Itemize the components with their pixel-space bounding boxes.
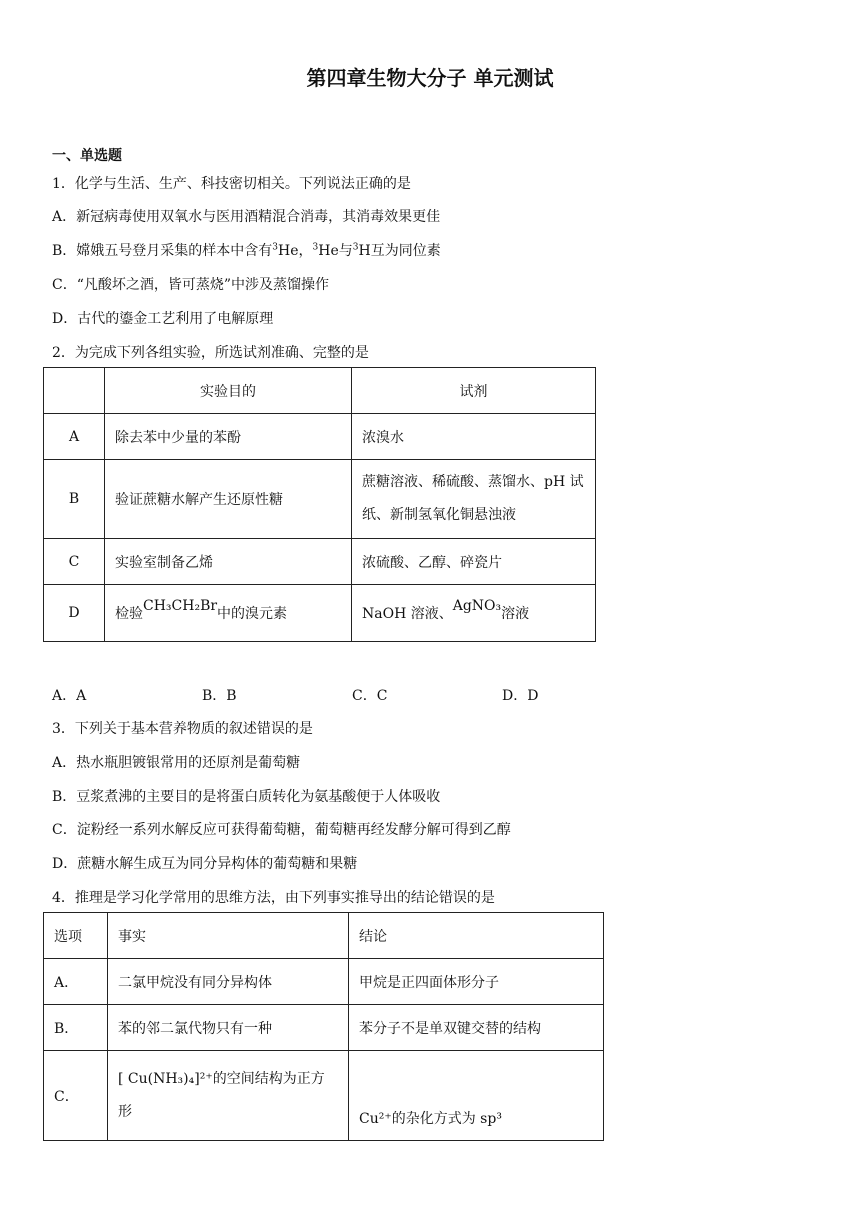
q1-option-c: C．“凡酸坏之酒，皆可蒸烧”中涉及蒸馏操作: [52, 277, 330, 293]
conjunction: 与: [338, 243, 353, 259]
q1-stem: 1．化学与生活、生产、科技密切相关。下列说法正确的是: [52, 176, 411, 192]
chemical-formula: AgNO₃: [452, 598, 502, 614]
option-cell: B．: [44, 1005, 108, 1051]
option-cell: D: [44, 585, 105, 642]
header-cell: 事实: [108, 913, 349, 959]
purpose-text: 中的溴元素: [217, 606, 288, 622]
table-row: [44, 959, 604, 1005]
table-row: [44, 1051, 604, 1141]
conclusion-cell: 苯分子不是单双键交替的结构: [349, 1005, 604, 1051]
q1-b-text: B．嫦娥五号登月采集的样本中含有: [52, 243, 273, 259]
fact-cell: 苯的邻二氯代物只有一种: [108, 1005, 349, 1051]
table-row: [44, 539, 596, 585]
purpose-cell: 除去苯中少量的苯酚: [105, 414, 352, 460]
q1-option-d: D．古代的鎏金工艺利用了电解原理: [52, 311, 274, 327]
fact-line: 形: [118, 1103, 132, 1120]
isotope-symbol: He: [318, 243, 339, 259]
q3-option-b: B．豆浆煮沸的主要目的是将蛋白质转化为氨基酸便于人体吸收: [52, 789, 441, 805]
reagent-text: 溶液: [501, 606, 530, 622]
reagent-line: 纸、新制氢氧化铜悬浊液: [362, 507, 516, 523]
option-cell: B: [44, 460, 105, 539]
option-cell: A: [44, 414, 105, 460]
choice-a: A．A: [52, 688, 87, 704]
header-cell: 选项: [44, 913, 108, 959]
reagent-text: NaOH 溶液、: [362, 606, 453, 622]
isotope-symbol: H: [358, 243, 371, 259]
fact-cell: 二氯甲烷没有同分异构体: [108, 959, 349, 1005]
q3-stem: 3．下列关于基本营养物质的叙述错误的是: [52, 721, 313, 737]
header-cell: [44, 368, 105, 414]
mass-number: 3: [312, 242, 319, 253]
table-row: [44, 414, 596, 460]
q1-option-b: [52, 240, 441, 260]
option-cell: C．: [44, 1051, 108, 1141]
table-header-row: [44, 913, 604, 959]
header-cell: 实验目的: [105, 368, 352, 414]
option-cell: A．: [44, 959, 108, 1005]
header-cell: 结论: [349, 913, 604, 959]
reagent-line: 蔗糖溶液、稀硫酸、蒸馏水、pH 试: [362, 474, 584, 490]
purpose-cell: 实验室制备乙烯: [105, 539, 352, 585]
option-cell: C: [44, 539, 105, 585]
table-row: [44, 1005, 604, 1051]
table-row: [44, 460, 596, 539]
section-heading: 一、单选题: [52, 148, 122, 164]
fact-line: [ Cu(NH₃)₄]²⁺的空间结构为正方: [118, 1070, 325, 1087]
table-header-row: [44, 368, 596, 414]
purpose-text: 检验: [115, 606, 143, 622]
conclusion-cell: Cu²⁺的杂化方式为 sp³: [349, 1051, 604, 1141]
q2-stem: 2．为完成下列各组实验，所选试剂准确、完整的是: [52, 345, 369, 361]
reagent-cell: 浓溴水: [352, 414, 596, 460]
chemical-formula: CH₃CH₂Br: [143, 598, 218, 614]
mass-number: 3: [352, 242, 359, 253]
q4-table: [43, 912, 604, 1141]
purpose-cell: 验证蔗糖水解产生还原性糖: [105, 460, 352, 539]
fact-cell: [108, 1051, 349, 1141]
choice-d: D．D: [502, 688, 539, 704]
q3-option-a: A．热水瓶胆镀银常用的还原剂是葡萄糖: [52, 755, 301, 771]
purpose-cell: [105, 585, 352, 642]
choice-c: C．C: [352, 688, 388, 704]
reagent-cell: [352, 585, 596, 642]
isotope-symbol: He: [278, 243, 299, 259]
q1-option-a: A．新冠病毒使用双氧水与医用酒精混合消毒，其消毒效果更佳: [52, 209, 441, 225]
reagent-cell: [352, 460, 596, 539]
separator: ，: [298, 243, 313, 259]
table-row: [44, 585, 596, 642]
header-cell: 试剂: [352, 368, 596, 414]
reagent-cell: 浓硫酸、乙醇、碎瓷片: [352, 539, 596, 585]
q1-b-tail: 互为同位素: [370, 243, 441, 259]
q3-option-c: C．淀粉经一系列水解反应可获得葡萄糖，葡萄糖再经发酵分解可得到乙醇: [52, 822, 511, 838]
q3-option-d: D．蔗糖水解生成互为同分异构体的葡萄糖和果糖: [52, 856, 358, 872]
conclusion-cell: 甲烷是正四面体形分子: [349, 959, 604, 1005]
q4-stem: 4．推理是学习化学常用的思维方法，由下列事实推导出的结论错误的是: [52, 890, 495, 906]
page-title: 第四章生物大分子 单元测试: [306, 66, 554, 90]
choice-b: B．B: [202, 688, 237, 704]
q2-table: [43, 367, 596, 642]
mass-number: 3: [272, 242, 279, 253]
